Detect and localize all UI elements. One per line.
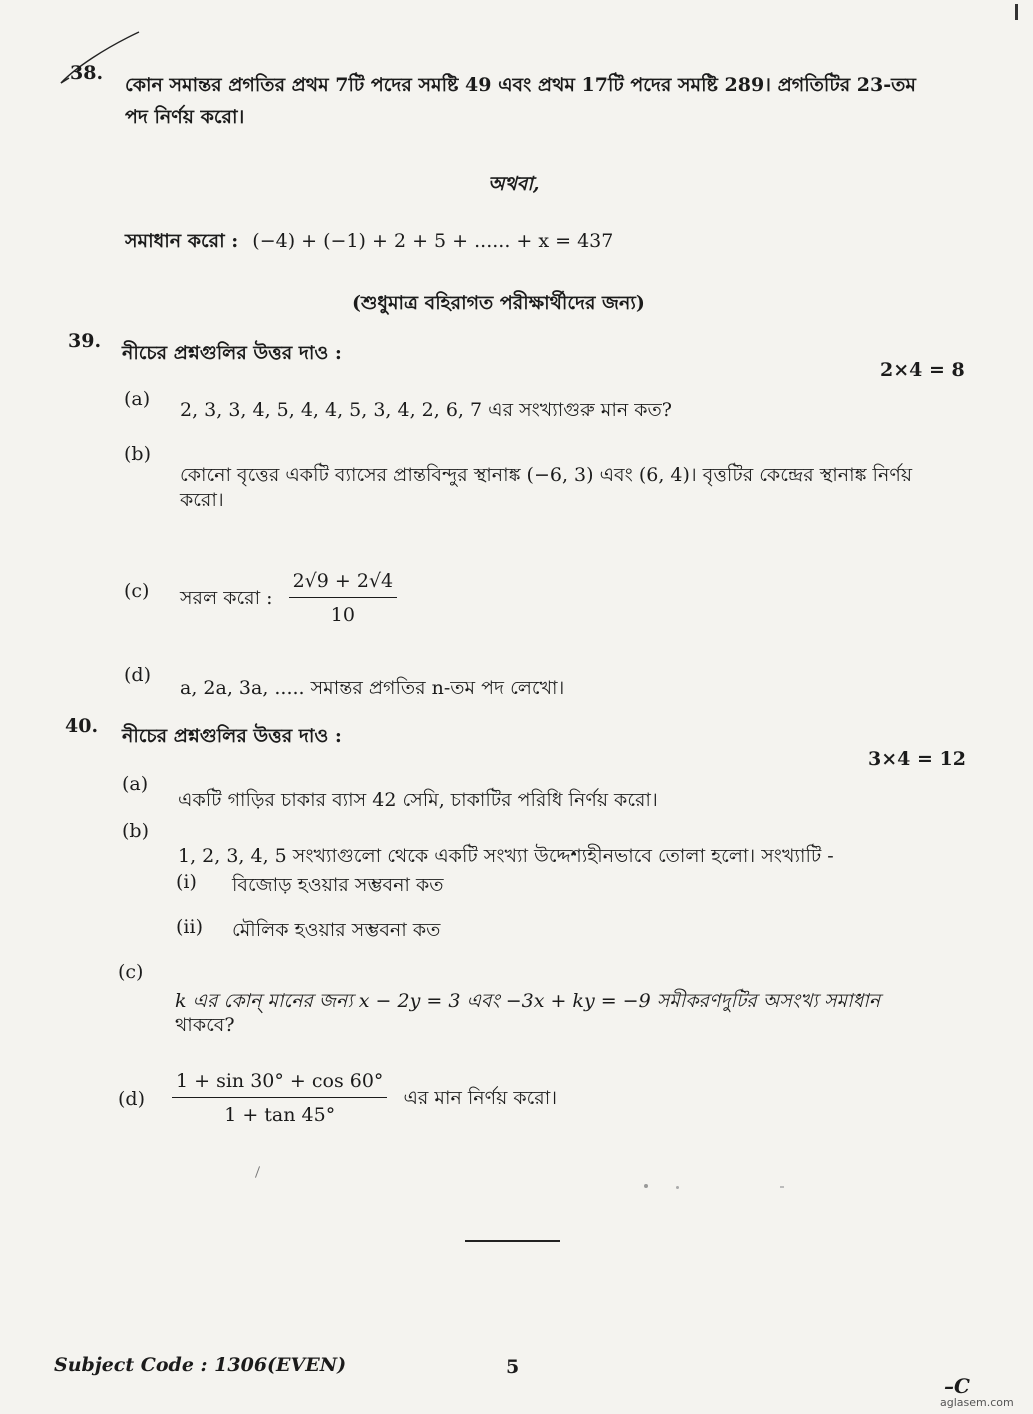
q39-c-numerator: 2√9 + 2√4 — [289, 568, 398, 598]
question-38-alternative — [125, 228, 613, 254]
question-39-title: নীচের প্রশ্নগুলির উত্তর দাও : — [122, 342, 342, 364]
q39-c-expression — [180, 568, 397, 628]
q39-c-label: (c) — [124, 580, 150, 602]
stray-dot — [644, 1184, 648, 1188]
q40-d-denominator: 1 + tan 45° — [224, 1104, 336, 1126]
q39-c-prefix: সরল করো : — [180, 587, 273, 609]
question-38-line-1: কোন সমান্তর প্রগতির প্রথম 7টি পদের সমষ্টি 49 এবং প্রথম 17টি পদের সমষ্টি 289। প্রগতিটির 23-তম — [125, 74, 916, 96]
question-38-number: 38. — [70, 62, 104, 84]
q39-b-line-1: কোনো বৃত্তের একটি ব্যাসের প্রান্তবিন্দুর স্থানাঙ্ক (−6, 3) এবং (6, 4)। বৃত্তটির কেন্দ্রের স্থানাঙ্ক নির্ণয় — [180, 464, 913, 486]
q40-b-ii-text: মৌলিক হওয়ার সম্ভবনা কত — [232, 919, 441, 941]
stray-pen-mark — [255, 1166, 260, 1178]
q39-d-label: (d) — [124, 664, 151, 686]
q39-c-fraction — [289, 568, 398, 628]
q40-b-ii-label: (ii) — [176, 916, 203, 938]
q40-d-label: (d) — [118, 1088, 145, 1110]
q39-a-text: 2, 3, 3, 4, 5, 4, 4, 5, 3, 4, 2, 6, 7 এর সংখ্যাগুরু মান কত? — [180, 399, 672, 421]
question-38-or-label: অথবা, — [488, 173, 540, 195]
q40-a-label: (a) — [122, 773, 149, 795]
external-candidates-note: (শুধুমাত্র বহিরাগত পরীক্ষার্থীদের জন্য) — [352, 292, 645, 314]
question-39-number: 39. — [68, 330, 102, 352]
alternative-prefix: সমাধান করো : — [125, 230, 239, 252]
q40-c-label: (c) — [118, 961, 144, 983]
question-40-number: 40. — [65, 715, 99, 737]
q39-d-text: a, 2a, 3a, ..... সমান্তর প্রগতির n-তম পদ লেখো। — [180, 677, 565, 699]
q40-d-suffix: এর মান নির্ণয় করো। — [403, 1087, 558, 1109]
q40-c-line-2: থাকবে? — [175, 1014, 235, 1036]
q40-a-text: একটি গাড়ির চাকার ব্যাস 42 সেমি, চাকাটির পরিধি নির্ণয় করো। — [178, 789, 658, 811]
stray-dot — [780, 1186, 784, 1188]
q40-d-numerator: 1 + sin 30° + cos 60° — [172, 1068, 387, 1098]
q39-c-denominator: 10 — [330, 604, 355, 626]
q40-c-line-1: k এর কোন্ মানের জন্য x − 2y = 3 এবং −3x + ky = −9 সমীকরণদুটির অসংখ্য সমাধান — [175, 990, 881, 1012]
q39-b-line-2: করো। — [180, 489, 224, 511]
q39-b-label: (b) — [124, 443, 151, 465]
set-letter: –C — [944, 1374, 970, 1398]
corner-mark — [1015, 4, 1018, 20]
question-39-marks: 2×4 = 8 — [880, 359, 965, 381]
subject-code: Subject Code : 1306(EVEN) — [54, 1354, 347, 1376]
watermark: aglasem.com — [940, 1396, 1014, 1409]
question-40-marks: 3×4 = 12 — [868, 748, 966, 770]
q40-d-fraction — [172, 1068, 387, 1128]
q40-b-i-label: (i) — [176, 871, 197, 893]
q40-d-expression — [172, 1068, 557, 1128]
question-38-line-2: পদ নির্ণয় করো। — [125, 106, 245, 128]
alternative-equation: (−4) + (−1) + 2 + 5 + ...... + x = 437 — [252, 230, 614, 252]
stray-dot — [676, 1186, 679, 1189]
q40-b-text: 1, 2, 3, 4, 5 সংখ্যাগুলো থেকে একটি সংখ্যা উদ্দেশ্যহীনভাবে তোলা হলো। সংখ্যাটি - — [178, 845, 834, 867]
q39-a-label: (a) — [124, 388, 151, 410]
page-number: 5 — [506, 1356, 520, 1378]
q40-b-label: (b) — [122, 820, 149, 842]
question-40-title: নীচের প্রশ্নগুলির উত্তর দাও : — [122, 725, 342, 747]
end-of-questions-rule — [465, 1240, 560, 1242]
q40-b-i-text: বিজোড় হওয়ার সম্ভবনা কত — [232, 874, 444, 896]
